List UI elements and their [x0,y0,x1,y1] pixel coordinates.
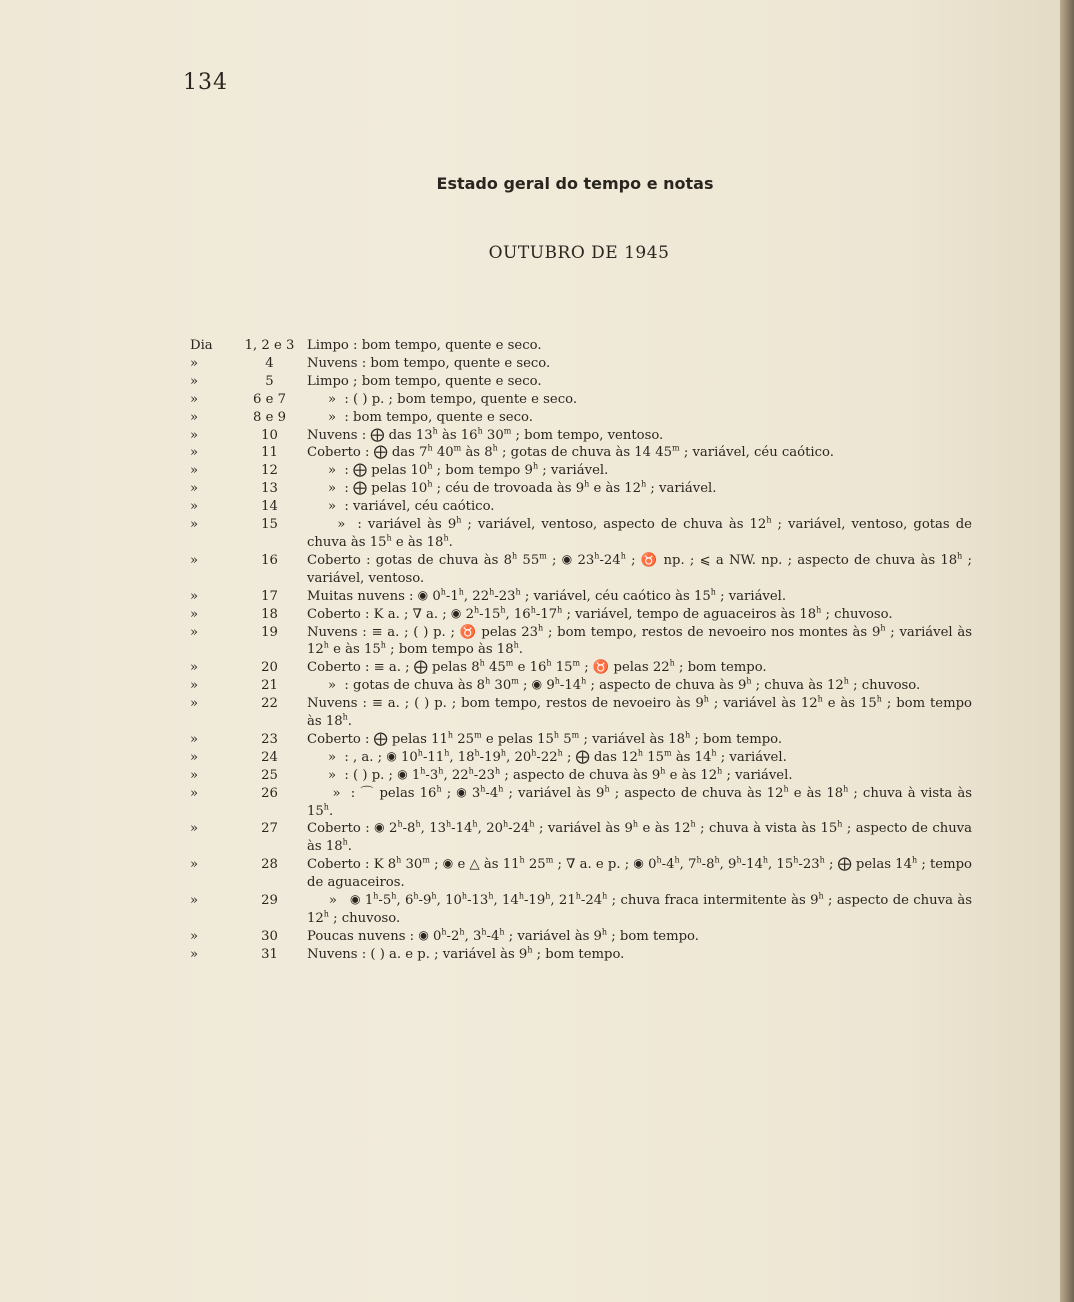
entry-day-number: 1, 2 e 3 [244,338,295,353]
entry-ditto-mark: Dia [190,338,213,353]
entry-day-number: 8 e 9 [253,409,286,425]
entry-day-number: 26 [261,785,278,801]
entry-day-number: 20 [261,660,278,676]
entry-day-number: 16 [261,552,278,568]
entry-description: Nuvens : ⨁ das 13$^h$ às 16$^h$ 30$^m$ ; bom tempo, ventoso. [307,426,664,443]
entry-ditto-mark: » [190,499,199,515]
entry-ditto-mark: » [190,821,199,837]
entry-day-number: 15 [261,517,278,533]
entry-description: » ◉ 1$^h$-5$^h$, 6$^h$-9$^h$, 10$^h$-13$^h$, 14$^h$-19$^h$, 21$^h$-24$^h$ ; chuva fraca intermitente às 9$^h$ ; aspecto de chuva às 12$^h$ ; chuvoso. [307,891,972,926]
entry-ditto-mark: » [190,517,199,533]
entry-ditto-mark: » [190,606,199,622]
entry-description: Limpo ; bom tempo, quente e seco. [307,373,542,389]
entry-description: » : , a. ; ◉ 10$^h$-11$^h$, 18$^h$-19$^h$, 20$^h$-22$^h$ ; ⨁ das 12$^h$ 15$^m$ às 14$^h$ ; variável. [307,748,787,765]
weather-entries-list [190,337,972,964]
entry-description: » : variável, céu caótico. [307,499,495,515]
weather-entry-row [190,731,972,749]
weather-entry-row [190,606,972,624]
entry-description: Coberto : ⨁ das 7$^h$ 40$^m$ às 8$^h$ ; gotas de chuva às 14 45$^m$ ; variável, céu caótico. [307,444,834,461]
entry-day-number: 18 [261,606,278,622]
entry-ditto-mark: » [190,928,199,944]
entry-day-number: 12 [261,463,278,479]
weather-entry-row [190,767,972,785]
entry-day-number: 31 [261,946,278,962]
entry-day-number: 22 [261,696,278,712]
weather-entry-row [190,624,972,660]
entry-description: » : ( ) p. ; ◉ 1$^h$-3$^h$, 22$^h$-23$^h$ ; aspecto de chuva às 9$^h$ e às 12$^h$ ; variável. [307,766,793,783]
entry-ditto-mark: » [190,373,199,389]
entry-description: » : gotas de chuva às 8$^h$ 30$^m$ ; ◉ 9$^h$-14$^h$ ; aspecto de chuva às 9$^h$ ; chuva às 12$^h$ ; chuvoso. [307,676,921,694]
entry-ditto-mark: » [190,552,199,568]
entry-day-number: 19 [261,624,278,640]
entry-description: Coberto : ⨁ pelas 11$^h$ 25$^m$ e pelas 15$^h$ 5$^m$ ; variável às 18$^h$ ; bom tempo. [307,730,783,747]
entry-description: Nuvens : ≡ a. ; ( ) p. ; bom tempo, restos de nevoeiro às 9$^h$ ; variável às 12$^h$ e às 15$^h$ ; bom tempo às 18$^h$. [307,694,972,730]
weather-entry-row [190,444,972,462]
entry-description: Nuvens : ( ) a. e p. ; variável às 9$^h$ ; bom tempo. [307,945,625,962]
weather-entry-row [190,516,972,552]
entry-ditto-mark: » [190,391,199,407]
weather-entry-row [190,695,972,731]
weather-entry-row [190,785,972,821]
entry-description: » : ⨁ pelas 10$^h$ ; bom tempo 9$^h$ ; variável. [307,461,609,479]
entry-ditto-mark: » [190,857,199,873]
entry-ditto-mark: » [190,445,199,461]
entry-description: Limpo : bom tempo, quente e seco. [307,338,542,353]
entry-ditto-mark: » [190,678,199,694]
entry-ditto-mark: » [190,893,199,909]
entry-description: Poucas nuvens : ◉ 0$^h$-2$^h$, 3$^h$-4$^h$ ; variável às 9$^h$ ; bom tempo. [307,927,699,944]
book-spine-shadow [1060,0,1074,1302]
entry-ditto-mark: » [190,427,199,443]
month-title: OUTUBRO DE 1945 [488,243,670,263]
entry-description: Coberto : K a. ; ∇ a. ; ◉ 2$^h$-15$^h$, 16$^h$-17$^h$ ; variável, tempo de aguaceiros às 18$^h$ ; chuvoso. [307,605,893,622]
weather-entry-row [190,498,972,516]
weather-entry-row [190,480,972,498]
weather-entry-row [190,337,972,355]
entry-day-number: 5 [265,373,274,389]
entry-ditto-mark: » [190,588,199,604]
entry-description: Coberto : gotas de chuva às 8$^h$ 55$^m$ ; ◉ 23$^h$-24$^h$ ; ♉ np. ; ⩽ a NW. np. ; aspecto de chuva às 18$^h$ ; variável, ventoso. [307,551,972,586]
entry-day-number: 4 [265,355,274,371]
entry-description: » : variável às 9$^h$ ; variável, ventoso, aspecto de chuva às 12$^h$ ; variável, ventoso, gotas de chuva às 15$^h$ e às 18$^h$. [307,515,972,550]
entry-description: Coberto : K 8$^h$ 30$^m$ ; ◉ e △ às 11$^h$ 25$^m$ ; ∇ a. e p. ; ◉ 0$^h$-4$^h$, 7$^h$-8$^h$, 9$^h$-14$^h$, 15$^h$-23$^h$ ; ⨁ pelas 14$^h$ ; tempo de aguaceiros. [307,855,972,891]
entry-day-number: 30 [261,928,278,944]
entry-day-number: 11 [261,445,278,461]
weather-entry-row [190,391,972,409]
page-number: 134 [183,70,228,95]
entry-day-number: 23 [261,731,278,747]
entry-day-number: 25 [261,767,278,783]
weather-entry-row [190,552,972,588]
entry-description: Nuvens : bom tempo, quente e seco. [307,355,551,371]
entry-day-number: 21 [261,678,278,694]
entry-day-number: 28 [261,857,278,873]
entry-day-number: 24 [261,749,278,765]
weather-entry-row [190,588,972,606]
entry-day-number: 29 [261,893,278,909]
weather-entry-row [190,659,972,677]
entry-ditto-mark: » [190,355,199,371]
entry-description: Coberto : ◉ 2$^h$-8$^h$, 13$^h$-14$^h$, 20$^h$-24$^h$ ; variável às 9$^h$ e às 12$^h$ ; chuva à vista às 15$^h$ ; aspecto de chuva às 18$^h$. [307,820,972,855]
entry-description: Coberto : ≡ a. ; ⨁ pelas 8$^h$ 45$^m$ e 16$^h$ 15$^m$ ; ♉ pelas 22$^h$ ; bom tempo. [307,658,767,676]
weather-entry-row [190,749,972,767]
entry-description: » : ⌒ pelas 16$^h$ ; ◉ 3$^h$-4$^h$ ; variável às 9$^h$ ; aspecto de chuva às 12$^h$ e às 18$^h$ ; chuva à vista às 15$^h$. [307,784,973,819]
weather-entry-row [190,373,972,391]
entry-ditto-mark: » [190,767,199,783]
weather-entry-row [190,946,972,964]
entry-description: » : ( ) p. ; bom tempo, quente e seco. [307,391,578,407]
entry-description: Nuvens : ≡ a. ; ( ) p. ; ♉ pelas 23$^h$ ; bom tempo, restos de nevoeiro nos montes às 9$^h$ ; variável às 12$^h$ e às 15$^h$ ; bom tempo às 18$^h$. [307,623,972,658]
entry-ditto-mark: » [190,731,199,747]
entry-ditto-mark: » [190,946,199,962]
weather-entry-row [190,355,972,373]
weather-entry-row [190,856,972,892]
entry-day-number: 17 [261,588,278,604]
entry-ditto-mark: » [190,409,199,425]
entry-description: » : bom tempo, quente e seco. [307,409,533,425]
entry-ditto-mark: » [190,481,199,497]
weather-entry-row [190,892,972,928]
weather-entry-row [190,462,972,480]
entry-description: Muitas nuvens : ◉ 0$^h$-1$^h$, 22$^h$-23$^h$ ; variável, céu caótico às 15$^h$ ; variável. [307,587,787,604]
entry-ditto-mark: » [190,749,199,765]
entry-ditto-mark: » [190,463,199,479]
page-title: Estado geral do tempo e notas [436,174,714,193]
weather-entry-row [190,427,972,445]
entry-day-number: 27 [261,821,278,837]
weather-entry-row [190,677,972,695]
entry-ditto-mark: » [190,696,199,712]
weather-entry-row [190,928,972,946]
entry-day-number: 10 [261,427,278,443]
entry-ditto-mark: » [190,785,199,801]
entry-day-number: 13 [261,481,278,497]
weather-entry-row [190,820,972,856]
weather-entry-row [190,409,972,427]
entry-day-number: 6 e 7 [253,391,286,407]
entry-day-number: 14 [261,499,278,515]
entry-ditto-mark: » [190,624,199,640]
entry-ditto-mark: » [190,660,199,676]
entry-description: » : ⨁ pelas 10$^h$ ; céu de trovoada às 9$^h$ e às 12$^h$ ; variável. [307,479,717,497]
